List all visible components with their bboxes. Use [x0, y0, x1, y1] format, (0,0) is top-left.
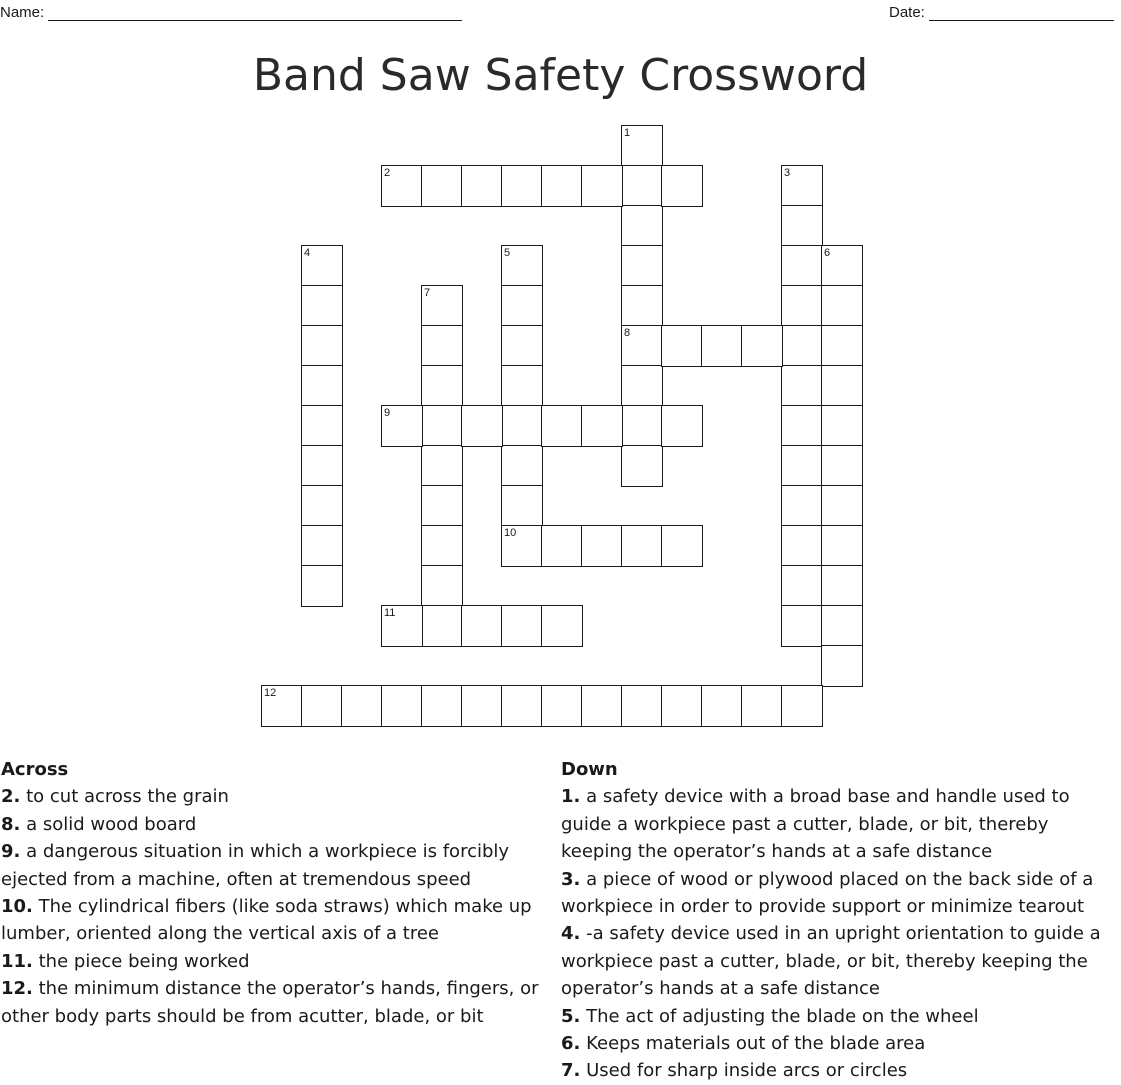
grid-cell[interactable] [621, 525, 663, 567]
clue-across-8: 8. a solid wood board [1, 813, 197, 835]
grid-cell[interactable] [821, 285, 863, 327]
clue-down-1: 1. a safety device with a broad base and handle used to guide a workpiece past a cutter, blade, or bit, thereby keeping the operator’s hands at a safe distance [561, 786, 1070, 863]
clue-across-12: 12. the minimum distance the operator’s hands, fingers, or other body parts should be from acutter, blade, or bit [1, 978, 539, 1027]
grid-cell[interactable] [421, 685, 463, 727]
grid-cell[interactable] [301, 565, 343, 607]
grid-cell[interactable] [461, 685, 503, 727]
grid-cell[interactable] [301, 445, 343, 487]
grid-cell[interactable] [621, 285, 663, 327]
grid-cell[interactable] [421, 525, 463, 567]
grid-cell[interactable] [781, 285, 823, 327]
grid-cell[interactable] [501, 245, 543, 287]
clue-down-6: 6. Keeps materials out of the blade area [561, 1033, 926, 1055]
grid-cell[interactable] [741, 685, 783, 727]
grid-cell[interactable] [381, 605, 423, 647]
across-clues [1, 756, 546, 1030]
grid-cell[interactable] [381, 405, 423, 447]
grid-cell[interactable] [821, 485, 863, 527]
grid-cell[interactable] [781, 525, 823, 567]
grid-cell[interactable] [821, 245, 863, 287]
grid-cell[interactable] [581, 405, 623, 447]
grid-cell[interactable] [301, 325, 343, 367]
grid-cell[interactable] [781, 325, 823, 367]
grid-cell[interactable] [261, 685, 303, 727]
grid-cell[interactable] [421, 285, 463, 327]
grid-clue-number: 1 [624, 127, 631, 139]
grid-cell[interactable] [341, 685, 383, 727]
grid-cell[interactable] [781, 165, 823, 207]
grid-cell[interactable] [501, 365, 543, 407]
grid-cell[interactable] [301, 245, 343, 287]
grid-cell[interactable] [541, 685, 583, 727]
clue-down-4: 4. -a safety device used in an upright orientation to guide a workpiece past a cutter, blade, or bit, thereby keeping the operator’s hands at a safe distance [561, 923, 1101, 1000]
grid-cell[interactable] [661, 165, 703, 207]
grid-cell[interactable] [301, 485, 343, 527]
grid-cell[interactable] [581, 685, 623, 727]
down-heading: Down [561, 759, 618, 780]
grid-cell[interactable] [421, 445, 463, 487]
grid-clue-number: 10 [504, 527, 517, 539]
grid-cell[interactable] [781, 485, 823, 527]
grid-cell[interactable] [781, 245, 823, 287]
name-label: Name: [0, 4, 45, 21]
clue-down-7: 7. Used for sharp inside arcs or circles [561, 1060, 908, 1082]
grid-cell[interactable] [501, 605, 543, 647]
grid-cell[interactable] [821, 445, 863, 487]
grid-cell[interactable] [701, 325, 743, 367]
grid-cell[interactable] [421, 165, 463, 207]
grid-cell[interactable] [821, 565, 863, 607]
clue-across-10: 10. The cylindrical fibers (like soda straws) which make up lumber, oriented along the vertical axis of a tree [1, 896, 532, 945]
date-label: Date: [889, 4, 925, 21]
grid-cell[interactable] [501, 325, 543, 367]
grid-cell[interactable] [781, 565, 823, 607]
down-clues [561, 756, 1121, 1085]
grid-cell[interactable] [501, 525, 543, 567]
grid-cell[interactable] [781, 405, 823, 447]
grid-cell[interactable] [581, 525, 623, 567]
grid-cell[interactable] [621, 365, 663, 407]
grid-cell[interactable] [621, 445, 663, 487]
grid-cell[interactable] [421, 565, 463, 607]
grid-cell[interactable] [621, 125, 663, 167]
grid-cell[interactable] [501, 285, 543, 327]
grid-cell[interactable] [421, 365, 463, 407]
grid-clue-number: 2 [384, 167, 391, 179]
grid-cell[interactable] [461, 405, 503, 447]
grid-cell[interactable] [301, 365, 343, 407]
grid-cell[interactable] [621, 165, 663, 207]
grid-cell[interactable] [501, 445, 543, 487]
clue-down-3: 3. a piece of wood or plywood placed on the back side of a workpiece in order to provide support or minimize tearout [561, 868, 1094, 918]
page-title: Band Saw Safety Crossword [252, 50, 869, 101]
grid-cell[interactable] [301, 685, 343, 727]
grid-clue-number: 5 [504, 247, 511, 259]
across-heading: Across [1, 759, 69, 780]
grid-cell[interactable] [821, 645, 863, 687]
grid-cell[interactable] [661, 325, 703, 367]
grid-cell[interactable] [301, 285, 343, 327]
grid-cell[interactable] [381, 685, 423, 727]
grid-cell[interactable] [821, 365, 863, 407]
clue-across-9: 9. a dangerous situation in which a workpiece is forcibly ejected from a machine, often at tremendous speed [1, 841, 510, 890]
grid-cell[interactable] [501, 405, 543, 447]
grid-cell[interactable] [621, 245, 663, 287]
grid-cell[interactable] [781, 605, 823, 647]
grid-cell[interactable] [381, 165, 423, 207]
grid-clue-number: 3 [784, 167, 791, 179]
grid-cell[interactable] [501, 685, 543, 727]
grid-clue-number: 4 [304, 247, 311, 259]
grid-clue-number: 8 [624, 327, 631, 339]
grid-cell[interactable] [621, 405, 663, 447]
grid-cell[interactable] [821, 325, 863, 367]
grid-cell[interactable] [621, 205, 663, 247]
grid-cell[interactable] [741, 325, 783, 367]
grid-clue-number: 12 [264, 687, 277, 699]
grid-cell[interactable] [421, 325, 463, 367]
grid-cell[interactable] [501, 485, 543, 527]
grid-cell[interactable] [621, 685, 663, 727]
grid-cell[interactable] [661, 685, 703, 727]
clue-down-5: 5. The act of adjusting the blade on the wheel [561, 1005, 979, 1027]
grid-cell[interactable] [661, 405, 703, 447]
grid-cell[interactable] [301, 405, 343, 447]
grid-cell[interactable] [821, 525, 863, 567]
clue-across-2: 2. to cut across the grain [1, 786, 229, 808]
grid-cell[interactable] [821, 405, 863, 447]
grid-cell[interactable] [301, 525, 343, 567]
grid-cell[interactable] [661, 525, 703, 567]
grid-cell[interactable] [461, 605, 503, 647]
grid-cell[interactable] [421, 605, 463, 647]
grid-cell[interactable] [701, 685, 743, 727]
grid-cell[interactable] [581, 165, 623, 207]
grid-cell[interactable] [421, 405, 463, 447]
clue-across-11: 11. the piece being worked [1, 950, 250, 972]
grid-cell[interactable] [461, 165, 503, 207]
grid-cell[interactable] [541, 405, 583, 447]
grid-clue-number: 11 [384, 607, 396, 619]
grid-cell[interactable] [781, 445, 823, 487]
grid-cell[interactable] [781, 685, 823, 727]
grid-clue-number: 9 [384, 407, 391, 419]
grid-cell[interactable] [781, 205, 823, 247]
grid-cell[interactable] [821, 605, 863, 647]
grid-cell[interactable] [541, 525, 583, 567]
grid-cell[interactable] [781, 365, 823, 407]
grid-clue-number: 7 [424, 287, 431, 299]
grid-cell[interactable] [541, 605, 583, 647]
grid-clue-number: 6 [824, 247, 831, 259]
grid-cell[interactable] [501, 165, 543, 207]
grid-cell[interactable] [621, 325, 663, 367]
grid-cell[interactable] [421, 485, 463, 527]
grid-cell[interactable] [541, 165, 583, 207]
